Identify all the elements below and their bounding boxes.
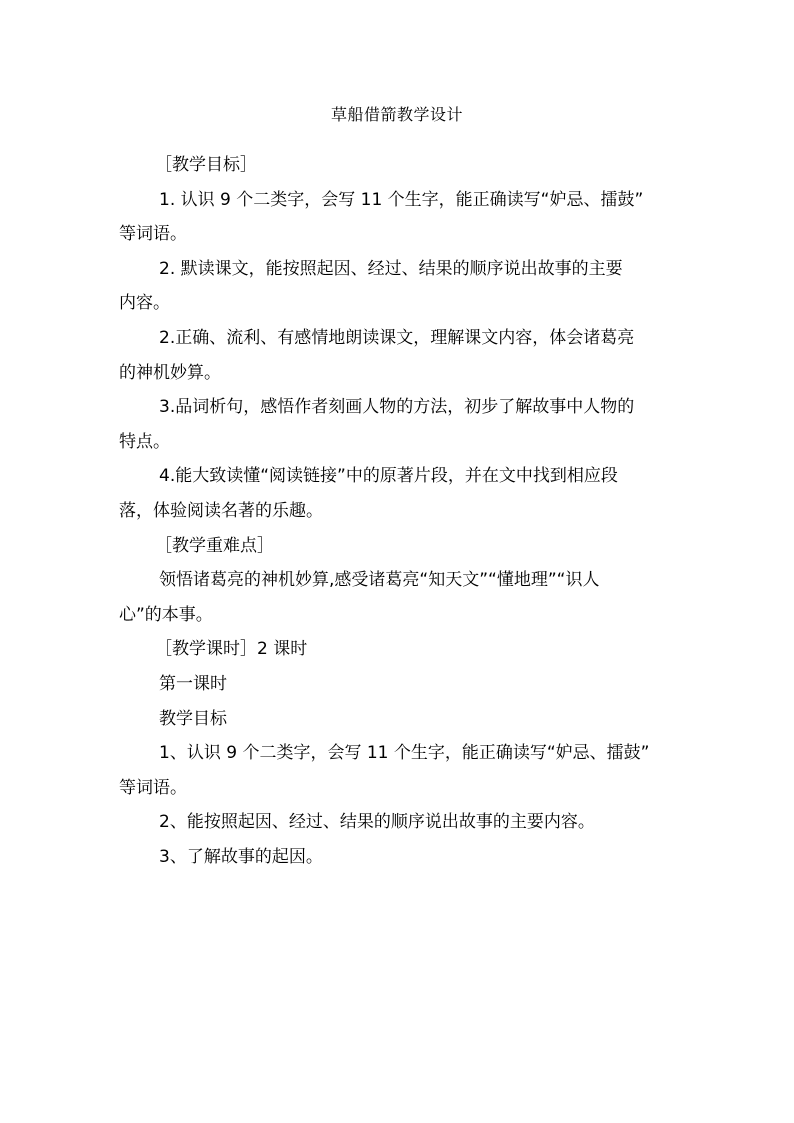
document-title: 草船借箭教学设计 [330, 105, 463, 124]
paragraph-line: 4.能大致读懂“阅读链接”中的原著片段，并在文中找到相应段 [159, 466, 618, 487]
paragraph-line: 2. 默读课文，能按照起因、经过、结果的顺序说出故事的主要 [159, 258, 623, 279]
section-heading-key-points: ［教学重难点］ [155, 535, 274, 556]
paragraph-line: 落，体验阅读名著的乐趣。 [119, 500, 323, 521]
paragraph-line: 2.正确、流利、有感情地朗读课文，理解课文内容，体会诸葛亮 [159, 327, 635, 348]
paragraph-line: 特点。 [119, 431, 170, 452]
paragraph-line: 领悟诸葛亮的神机妙算,感受诸葛亮“知天文”“懂地理”“识人 [159, 570, 600, 591]
paragraph-line: 2、能按照起因、经过、结果的顺序说出故事的主要内容。 [159, 812, 595, 833]
paragraph-line: 的神机妙算。 [119, 362, 221, 383]
paragraph-line: 1. 认识 9 个二类字，会写 11 个生字，能正确读写“妒忌、擂鼓” [159, 189, 644, 210]
paragraph-line: 1、认识 9 个二类字，会写 11 个生字，能正确读写“妒忌、擂鼓” [159, 743, 650, 764]
paragraph-line: 心”的本事。 [119, 604, 213, 625]
paragraph-line: 等词语。 [119, 777, 187, 798]
document-body [119, 148, 679, 874]
subheading-lesson-objectives: 教学目标 [159, 708, 227, 729]
subheading-first-lesson: 第一课时 [159, 673, 227, 694]
paragraph-line: 3、了解故事的起因。 [159, 846, 323, 867]
paragraph-line: 内容。 [119, 293, 170, 314]
section-heading-objectives: ［教学目标］ [155, 155, 257, 175]
paragraph-line: 等词语。 [119, 224, 187, 245]
section-heading-class-hours: ［教学课时］2 课时 [155, 639, 308, 660]
paragraph-line: 3.品词析句，感悟作者刻画人物的方法，初步了解故事中人物的 [159, 397, 635, 418]
